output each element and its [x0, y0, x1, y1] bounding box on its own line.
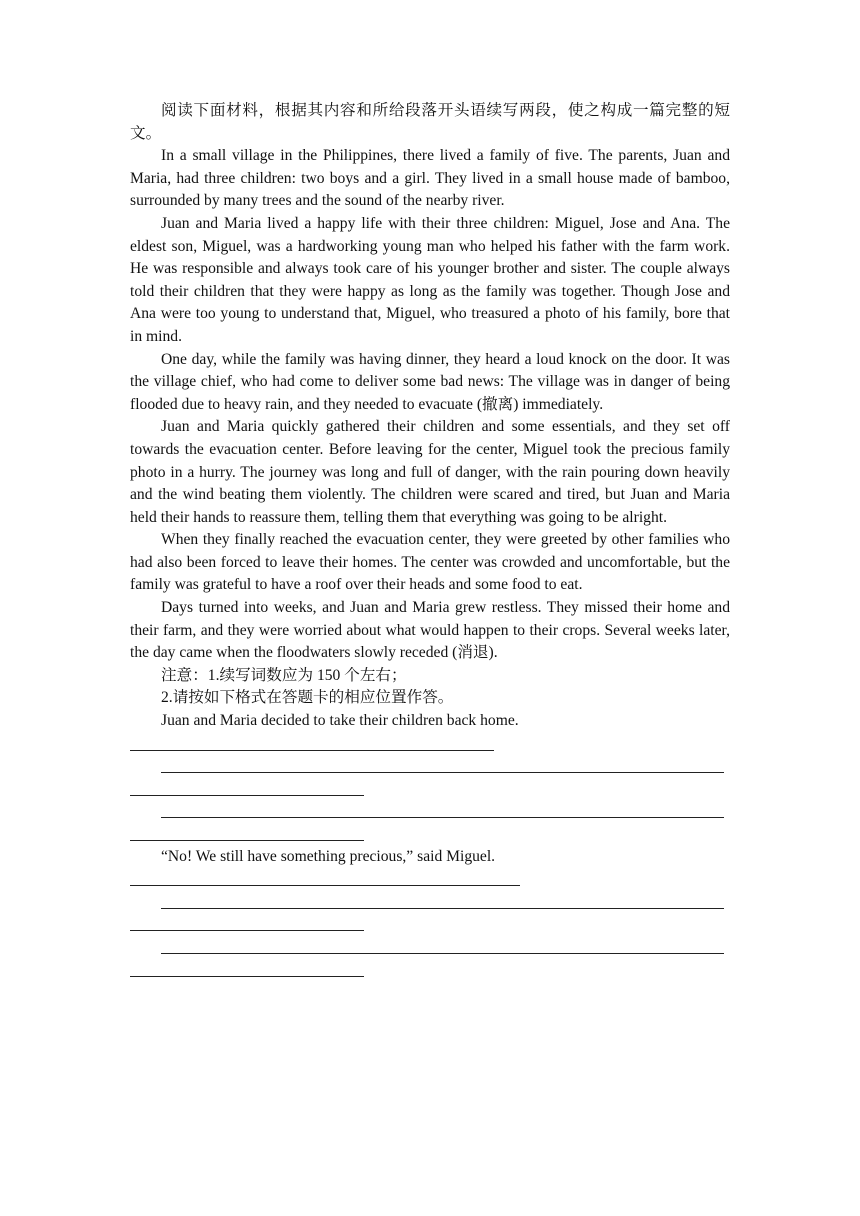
- story-paragraph: Juan and Maria lived a happy life with their three children: Miguel, Jose and Ana. The eldest son, Miguel, was a hardworking young man who helped his father with the farm work. He was responsible and always took care of his younger brother and sister. The couple always told their children that they were happy as long as the family was together. Though Jose and Ana were too young to understand that, Miguel, who treasured a photo of his family, bore that in mind.: [130, 214, 730, 345]
- answer-line[interactable]: [130, 868, 730, 891]
- story-paragraph: In a small village in the Philippines, there lived a family of five. The parents, Juan and Maria, had three children: two boys and a girl. They lived in a small house made of bamboo, surrounded by many trees and the sound of the nearby river.: [130, 147, 730, 210]
- story-paragraph: When they finally reached the evacuation center, they were greeted by other families who had also been forced to leave their homes. The center was crowded and uncomfortable, but the family was grateful to have a roof over their heads and some food to eat.: [130, 531, 730, 594]
- answer-blank[interactable]: [130, 936, 730, 981]
- story-paragraph: Days turned into weeks, and Juan and Maria grew restless. They missed their home and their farm, and they were worried about what would happen to their crops. Several weeks later, the day came when the floodwaters slowly receded (消退).: [130, 599, 730, 662]
- note-line-2: 2.请按如下格式在答题卡的相应位置作答。: [161, 689, 454, 707]
- continuation-prompt-1: Juan and Maria decided to take their children back home.: [161, 712, 519, 730]
- story-paragraph: One day, while the family was having dinner, they heard a loud knock on the door. It was the village chief, who had come to deliver some bad news: The village was in danger of being flooded due to heavy rain, and they needed to evacuate (撤离) immediately.: [130, 350, 730, 413]
- instruction-text: 阅读下面材料，根据其内容和所给段落开头语续写两段，使之构成一篇完整的短文。: [130, 102, 730, 142]
- story-paragraph: Juan and Maria quickly gathered their children and some essentials, and they set off towards the evacuation center. Before leaving for the center, Miguel took the precious family photo in a hurry. The journey was long and full of danger, with the rain pouring down heavily and the wind beating them violently. The children were scared and tired, but Juan and Maria held their hands to reassure them, telling them that everything was going to be alright.: [130, 418, 730, 526]
- answer-blank[interactable]: [130, 755, 730, 800]
- document-page: [130, 100, 730, 981]
- note-line-1: 注意：1.续写词数应为 150 个左右；: [161, 666, 407, 684]
- answer-line[interactable]: [130, 733, 730, 756]
- continuation-prompt-2: “No! We still have something precious,” said Miguel.: [161, 847, 496, 865]
- answer-blank[interactable]: [130, 891, 730, 936]
- answer-blank[interactable]: [130, 800, 730, 845]
